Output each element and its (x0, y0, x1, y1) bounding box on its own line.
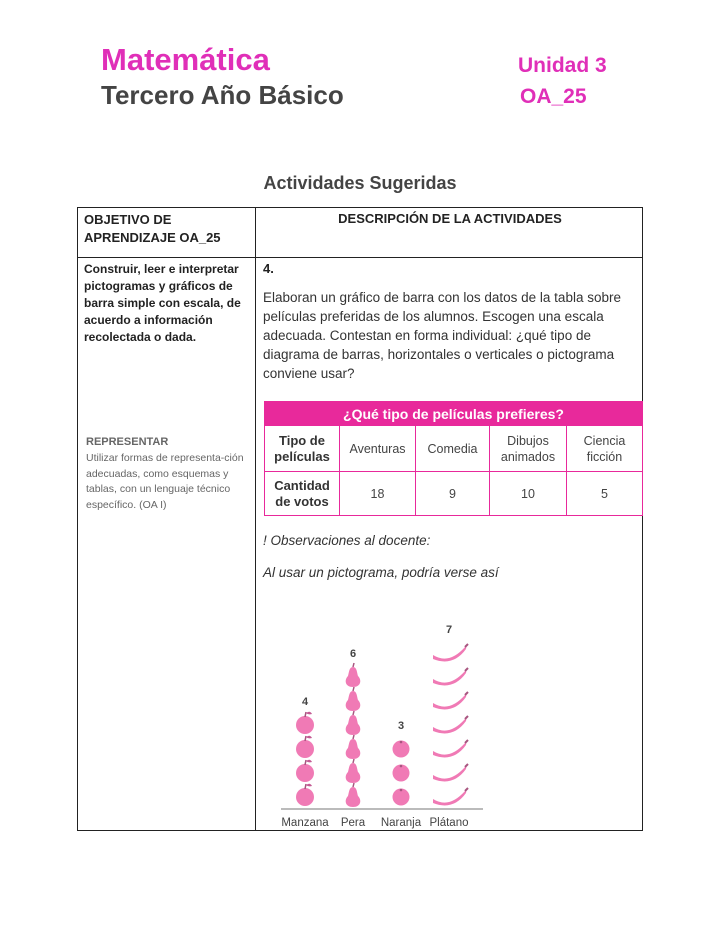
banana-icon (433, 764, 468, 781)
apple-icon (296, 736, 314, 758)
value-label: 6 (349, 648, 357, 660)
banana-icon (433, 740, 468, 757)
unit-label: Unidad 3 (518, 54, 607, 77)
skill-text: Utilizar formas de representa-ción adecuadas, como esquemas y tablas, con un lenguaje técnico específico. (OA I) (86, 452, 244, 511)
activities-table (77, 207, 643, 831)
apple-icon (296, 712, 314, 734)
value-label: 4 (301, 696, 309, 708)
value-label: 7 (445, 624, 453, 636)
description-column-header: DESCRIPCIÓN DE LA ACTIVIDADES (338, 211, 562, 226)
category-label: Plátano (429, 817, 469, 829)
pear-icon (346, 759, 361, 783)
movies-votes-table (264, 401, 643, 516)
category-cell: Comedia (416, 426, 490, 471)
pear-icon (346, 735, 361, 759)
category-label: Naranja (380, 817, 422, 829)
activity-number: 4. (263, 261, 274, 276)
fruit-pictogram (273, 591, 503, 829)
subject-title: Matemática (101, 42, 270, 77)
pear-icon (346, 687, 361, 711)
banana-icon (433, 644, 468, 661)
vote-cell: 18 (340, 472, 416, 516)
objective-column-header: OBJETIVO DE APRENDIZAJE OA_25 (84, 212, 221, 245)
pear-icon (346, 663, 361, 687)
banana-icon (433, 788, 468, 805)
observation-title: ! Observaciones al docente: (263, 533, 431, 548)
apple-icon (296, 760, 314, 782)
category-cell: Ciencia ficción (583, 433, 626, 464)
movie-types-row (265, 426, 642, 472)
section-title: Actividades Sugeridas (263, 173, 457, 193)
grade-title: Tercero Año Básico (101, 80, 344, 110)
pear-icon (346, 711, 361, 735)
row-label-types: Tipo de películas (265, 426, 340, 471)
category-label: Manzana (281, 817, 329, 829)
banana-icon (433, 692, 468, 709)
vote-cell: 9 (416, 472, 490, 516)
row-label-votes: Cantidad de votos (265, 472, 340, 516)
oa-label: OA_25 (520, 85, 587, 108)
skill-title: REPRESENTAR (86, 436, 169, 448)
orange-icon (393, 789, 410, 806)
value-label: 3 (397, 720, 405, 732)
objective-text: Construir, leer e interpretar pictogramas y gráficos de barra simple con escala, de acuerdo a información recolectada o dada. (84, 262, 241, 344)
category-cell: Dibujos animados (490, 426, 567, 471)
observation-text: Al usar un pictograma, podría verse así (263, 565, 499, 580)
votes-row (265, 472, 642, 516)
movies-table-title: ¿Qué tipo de películas prefieres? (265, 402, 642, 426)
pear-icon (346, 783, 361, 807)
vote-cell: 5 (601, 487, 608, 501)
category-label: Pera (340, 817, 366, 829)
banana-icon (433, 668, 468, 685)
orange-icon (393, 765, 410, 782)
banana-icon (433, 716, 468, 733)
category-cell: Aventuras (340, 426, 416, 471)
apple-icon (296, 784, 314, 806)
activity-description: Elaboran un gráfico de barra con los datos de la tabla sobre películas preferidas de los alumnos. Escogen una escala adecuada. Contestan en forma individual: ¿qué tipo de diagrama de barras, horizontales o verticales o pictograma conviene usar? (263, 290, 621, 381)
orange-icon (393, 741, 410, 758)
vote-cell: 10 (490, 472, 567, 516)
header-divider (78, 257, 642, 258)
column-divider (255, 208, 256, 830)
